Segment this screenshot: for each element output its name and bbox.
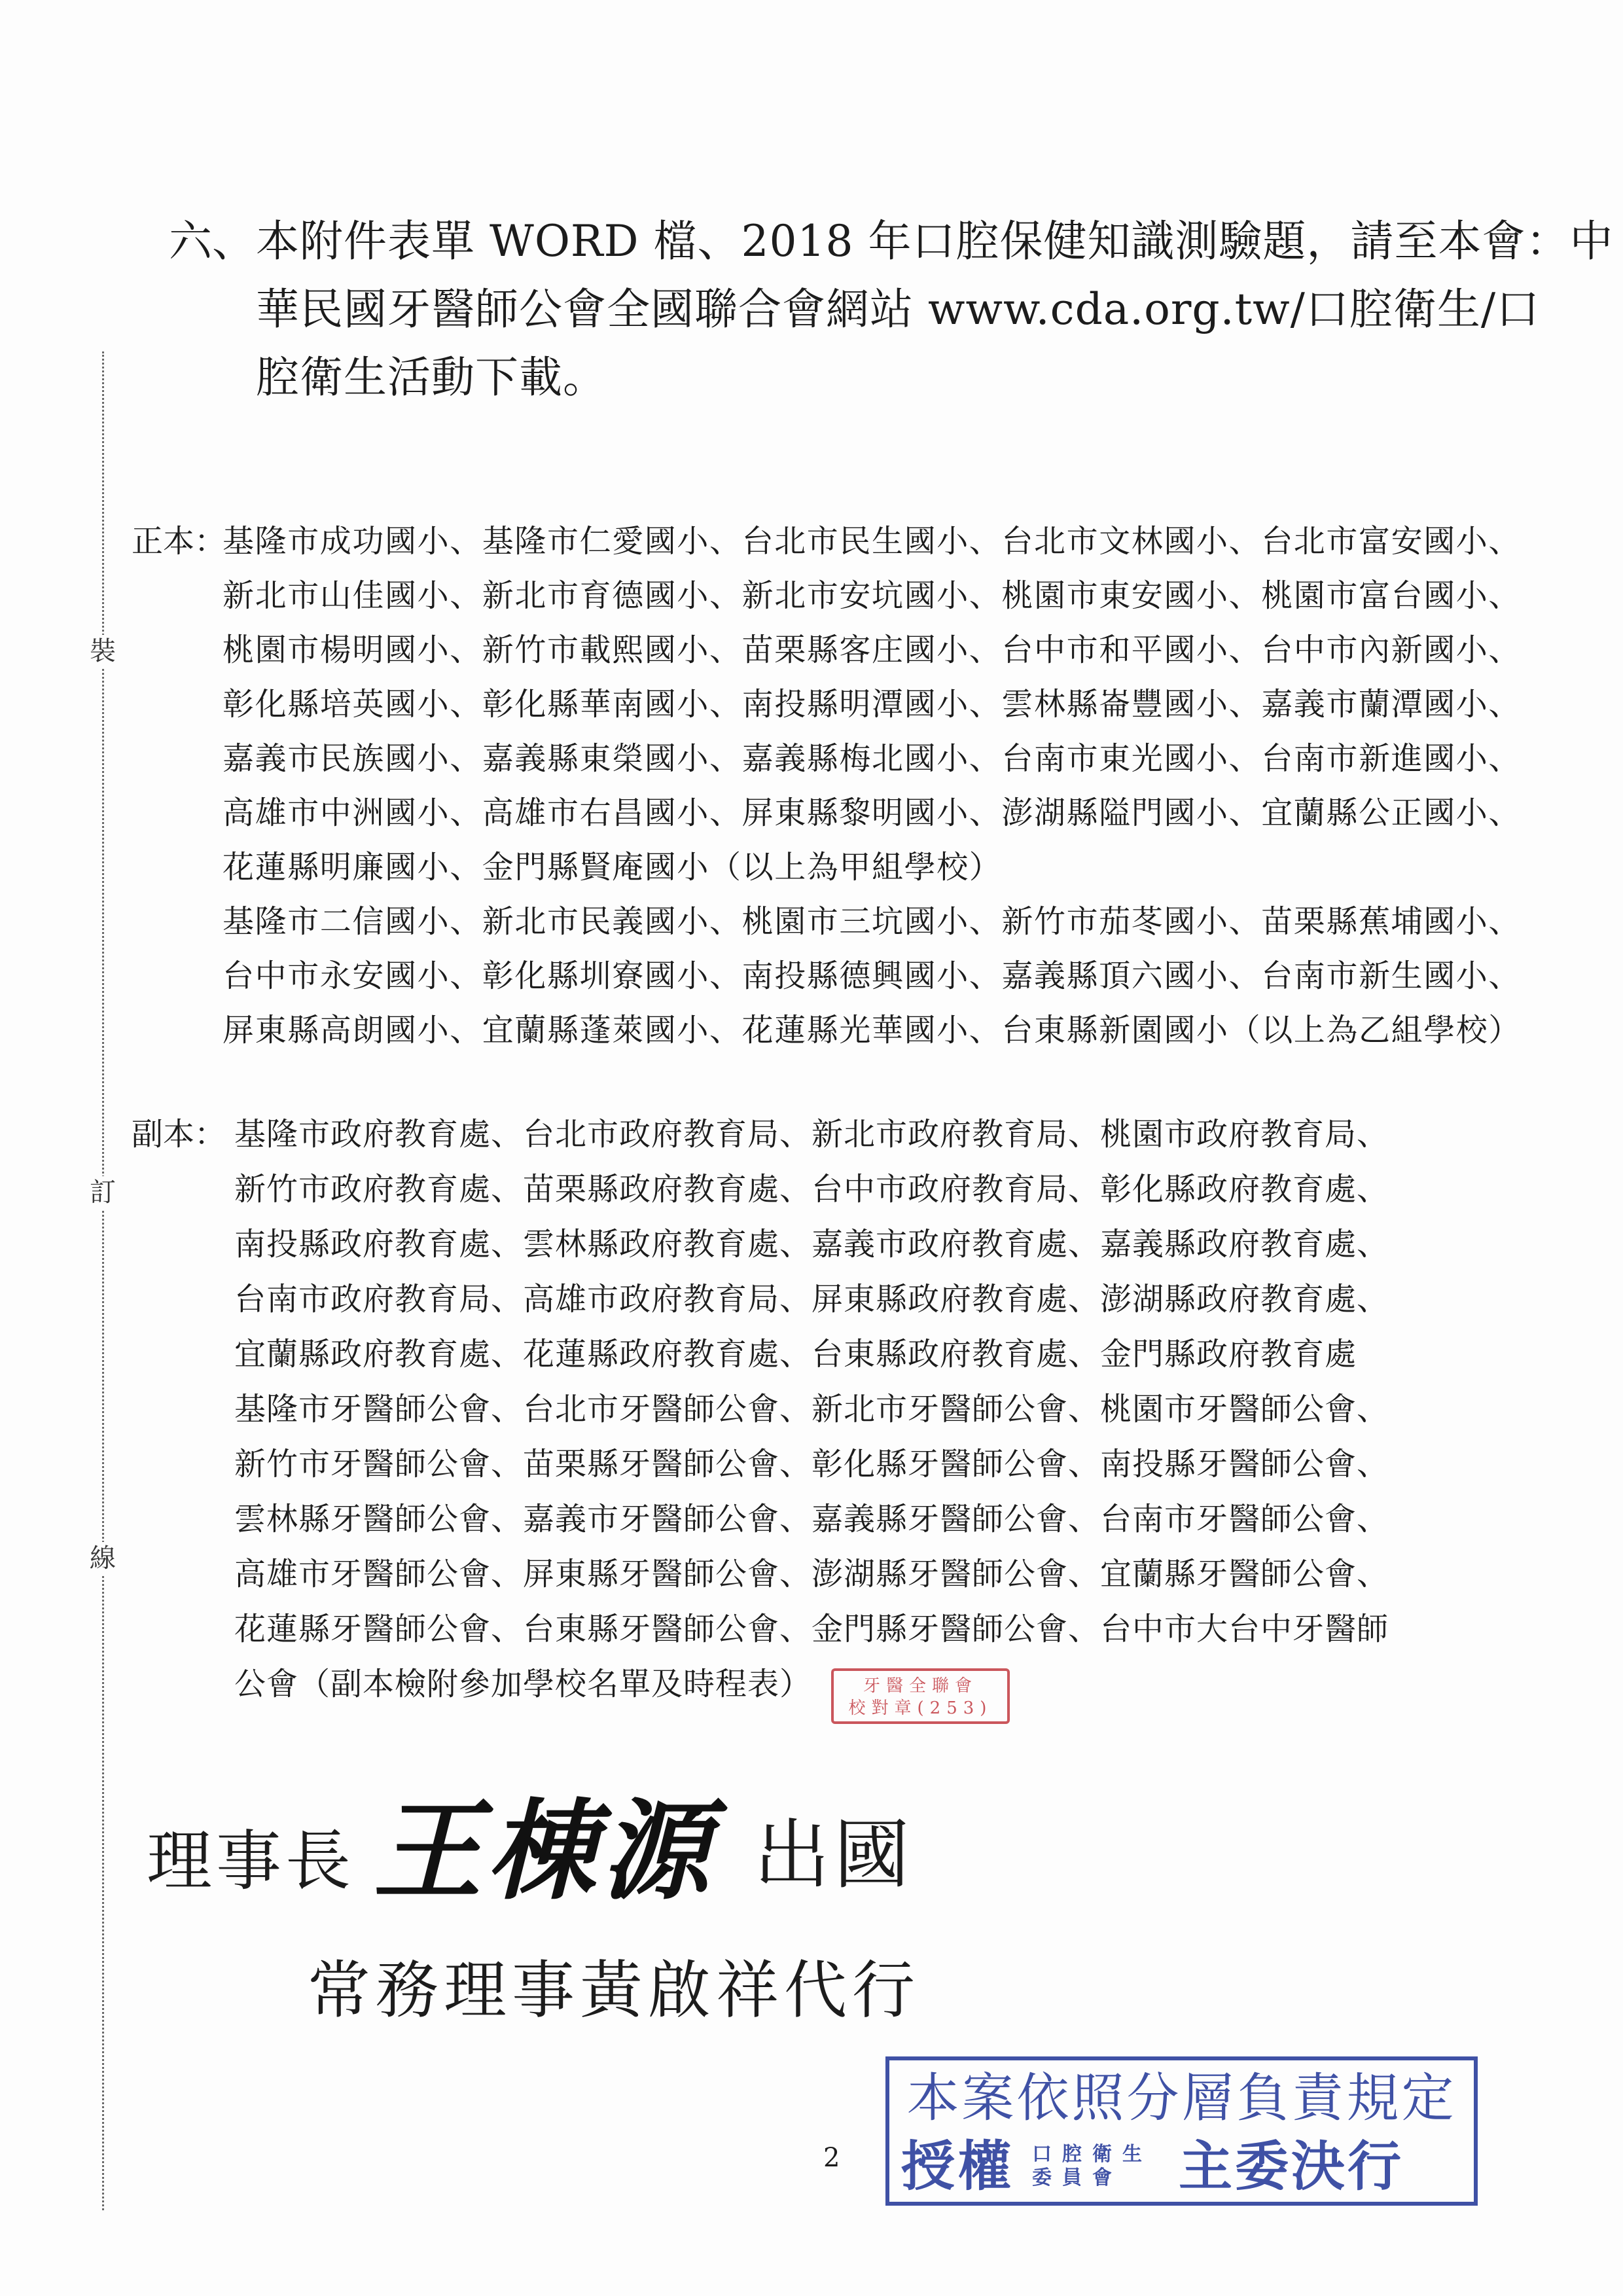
recipient-line: 彰化縣培英國小、彰化縣華南國小、南投縣明潭國小、雲林縣崙豐國小、嘉義市蘭潭國小、 [223,686,1522,723]
recipient-line: 南投縣政府教育處、雲林縣政府教育處、嘉義市政府教育處、嘉義縣政府教育處、 [234,1226,1389,1263]
original-recipients-list [223,514,1521,1058]
recipient-line: 宜蘭縣政府教育處、花蓮縣政府教育處、台東縣政府教育處、金門縣政府教育處 [234,1336,1357,1372]
approval-committee-bottom: 委員會 [1032,2166,1123,2189]
recipient-line: 公會（副本檢附參加學校名單及時程表） [234,1666,812,1702]
recipient-line: 高雄市牙醫師公會、屏東縣牙醫師公會、澎湖縣牙醫師公會、宜蘭縣牙醫師公會、 [234,1556,1389,1592]
proofreading-stamp [831,1668,1010,1724]
recipient-line: 基隆市二信國小、新北市民義國小、桃園市三坑國小、新竹市茄苳國小、苗栗縣蕉埔國小、 [223,903,1522,940]
recipient-line: 花蓮縣牙醫師公會、台東縣牙醫師公會、金門縣牙醫師公會、台中市大台中牙醫師 [234,1611,1389,1647]
approval-stamp-line2 [901,2134,1467,2199]
recipient-line: 嘉義市民族國小、嘉義縣東榮國小、嘉義縣梅北國小、台南市東光國小、台南市新進國小、 [223,740,1522,777]
approval-stamp-line1: 本案依照分層負責規定 [906,2068,1457,2128]
copy-recipients-label: 副本： [132,1116,226,1153]
proof-stamp-line: 校對章(253) [848,1698,993,1718]
approval-stamp [885,2056,1478,2206]
recipient-line: 基隆市政府教育處、台北市政府教育局、新北市政府教育局、桃園市政府教育局、 [234,1116,1389,1153]
item-six-line: 華民國牙醫師公會全國聯合會網站 www.cda.org.tw/口腔衛生/口 [256,284,1541,334]
recipient-line: 花蓮縣明廉國小、金門縣賢庵國小（以上為甲組學校） [223,849,1002,886]
approval-committee [1032,2143,1152,2190]
proof-stamp-line: 牙醫全聯會 [863,1676,978,1696]
acting-signatory: 常務理事黃啟祥代行 [308,1954,920,2027]
chairman-status: 出國 [754,1811,914,1899]
recipient-line: 台中市永安國小、彰化縣圳寮國小、南投縣德興國小、嘉義縣頂六國小、台南市新生國小、 [223,958,1522,994]
item-six-line: 本附件表單 WORD 檔、2018 年口腔保健知識測驗題，請至本會：中 [256,216,1614,266]
recipient-line: 基隆市牙醫師公會、台北市牙醫師公會、新北市牙醫師公會、桃園市牙醫師公會、 [234,1391,1389,1427]
chairman-name: 王棟源 [373,1787,715,1915]
binding-dotted-line [102,351,104,2210]
binding-mark-ding: 訂 [83,1176,122,1209]
recipient-line: 台南市政府教育局、高雄市政府教育局、屏東縣政府教育處、澎湖縣政府教育處、 [234,1281,1389,1318]
approval-decision: 主委決行 [1179,2135,1404,2198]
item-six-marker: 六、 [169,216,255,266]
original-recipients-label: 正本： [132,523,226,560]
item-six-text [256,207,1613,412]
item-six-line: 腔衛生活動下載。 [256,352,607,403]
recipient-line: 新竹市牙醫師公會、苗栗縣牙醫師公會、彰化縣牙醫師公會、南投縣牙醫師公會、 [234,1446,1389,1482]
approval-authorize: 授權 [901,2135,1014,2198]
approval-committee-top: 口腔衛生 [1032,2143,1153,2166]
recipient-line: 屏東縣高朗國小、宜蘭縣蓬萊國小、花蓮縣光華國小、台東縣新園國小（以上為乙組學校） [223,1012,1522,1049]
copy-recipients-list [234,1107,1389,1712]
recipient-line: 新竹市政府教育處、苗栗縣政府教育處、台中市政府教育局、彰化縣政府教育處、 [234,1171,1389,1208]
binding-mark-zhuang: 裝 [83,635,122,668]
chairman-title: 理事長 [147,1823,355,1899]
binding-mark-xian: 線 [83,1542,122,1575]
recipient-line: 新北市山佳國小、新北市育德國小、新北市安坑國小、桃園市東安國小、桃園市富台國小、 [223,577,1522,614]
recipient-line: 基隆市成功國小、基隆市仁愛國小、台北市民生國小、台北市文林國小、台北市富安國小、 [223,523,1522,560]
recipient-line: 高雄市中洲國小、高雄市右昌國小、屏東縣黎明國小、澎湖縣隘門國小、宜蘭縣公正國小、 [223,795,1522,831]
recipient-line: 桃園市楊明國小、新竹市載熙國小、苗栗縣客庄國小、台中市和平國小、台中市內新國小、 [223,632,1522,668]
page-number: 2 [823,2143,840,2173]
recipient-line: 雲林縣牙醫師公會、嘉義市牙醫師公會、嘉義縣牙醫師公會、台南市牙醫師公會、 [234,1501,1389,1537]
